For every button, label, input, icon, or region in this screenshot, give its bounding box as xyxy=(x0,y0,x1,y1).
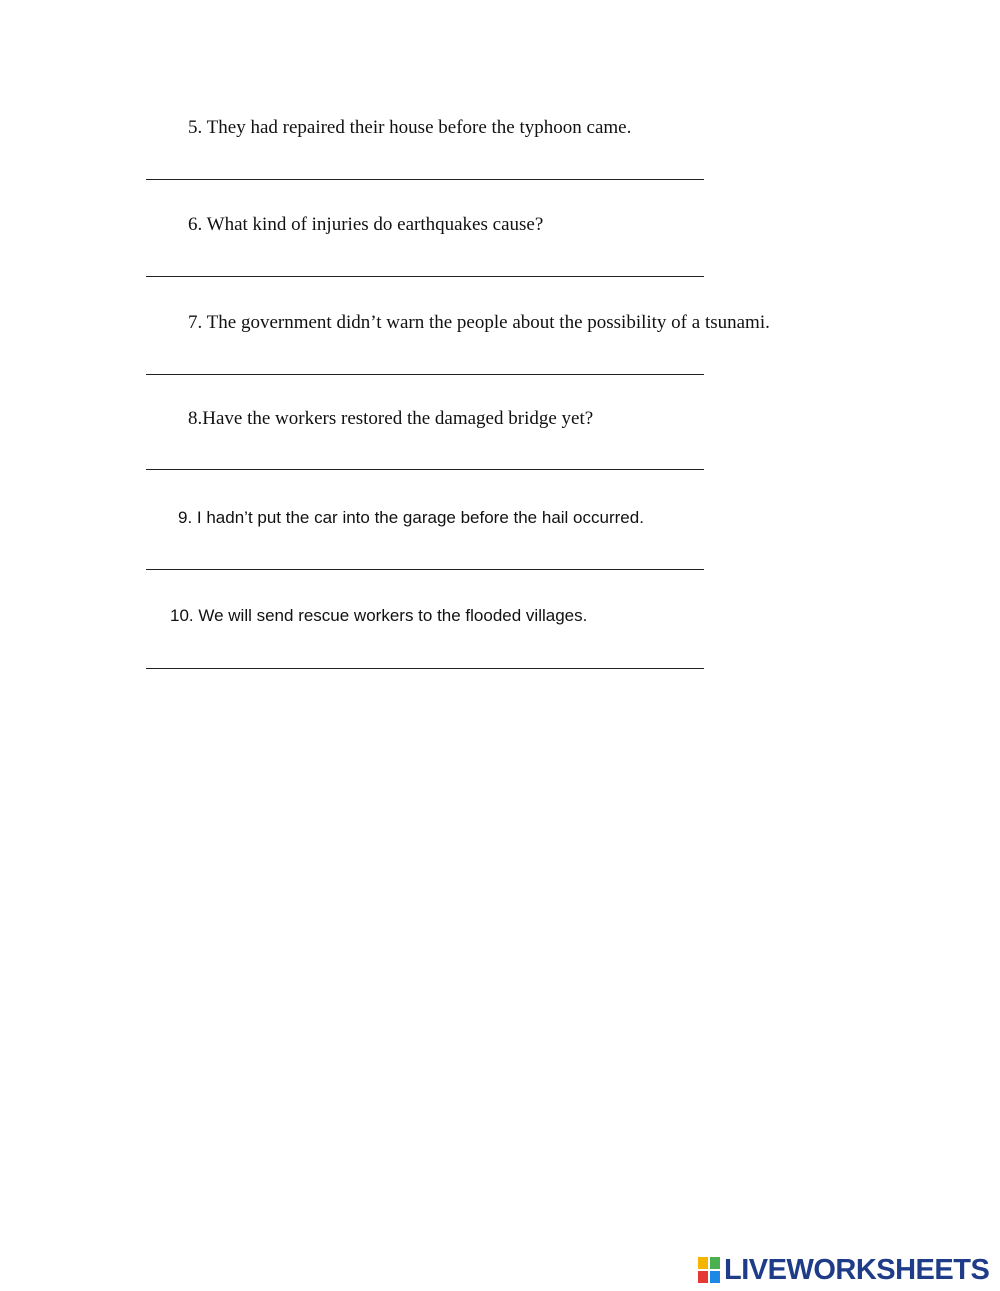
question-8: 8.Have the workers restored the damaged bridge yet? xyxy=(188,408,594,429)
answer-line-8[interactable] xyxy=(146,469,704,470)
logo-square xyxy=(709,1270,721,1284)
question-10: 10. We will send rescue workers to the flooded villages. xyxy=(170,606,588,625)
answer-line-9[interactable] xyxy=(146,569,704,570)
logo-square xyxy=(697,1270,709,1284)
logo-squares-icon xyxy=(697,1256,721,1284)
logo-square xyxy=(709,1256,721,1270)
liveworksheets-logo xyxy=(697,1253,989,1287)
question-9: 9. I hadn’t put the car into the garage before the hail occurred. xyxy=(178,508,644,527)
answer-line-5[interactable] xyxy=(146,179,704,180)
answer-line-10[interactable] xyxy=(146,668,704,669)
brand-name: LIVEWORKSHEETS xyxy=(724,1254,990,1286)
question-5: 5. They had repaired their house before the typhoon came. xyxy=(188,117,632,138)
answer-line-6[interactable] xyxy=(146,276,704,277)
answer-line-7[interactable] xyxy=(146,374,704,375)
question-6: 6. What kind of injuries do earthquakes cause? xyxy=(188,214,544,235)
question-7: 7. The government didn’t warn the people about the possibility of a tsunami. xyxy=(188,312,770,333)
logo-square xyxy=(697,1256,709,1270)
